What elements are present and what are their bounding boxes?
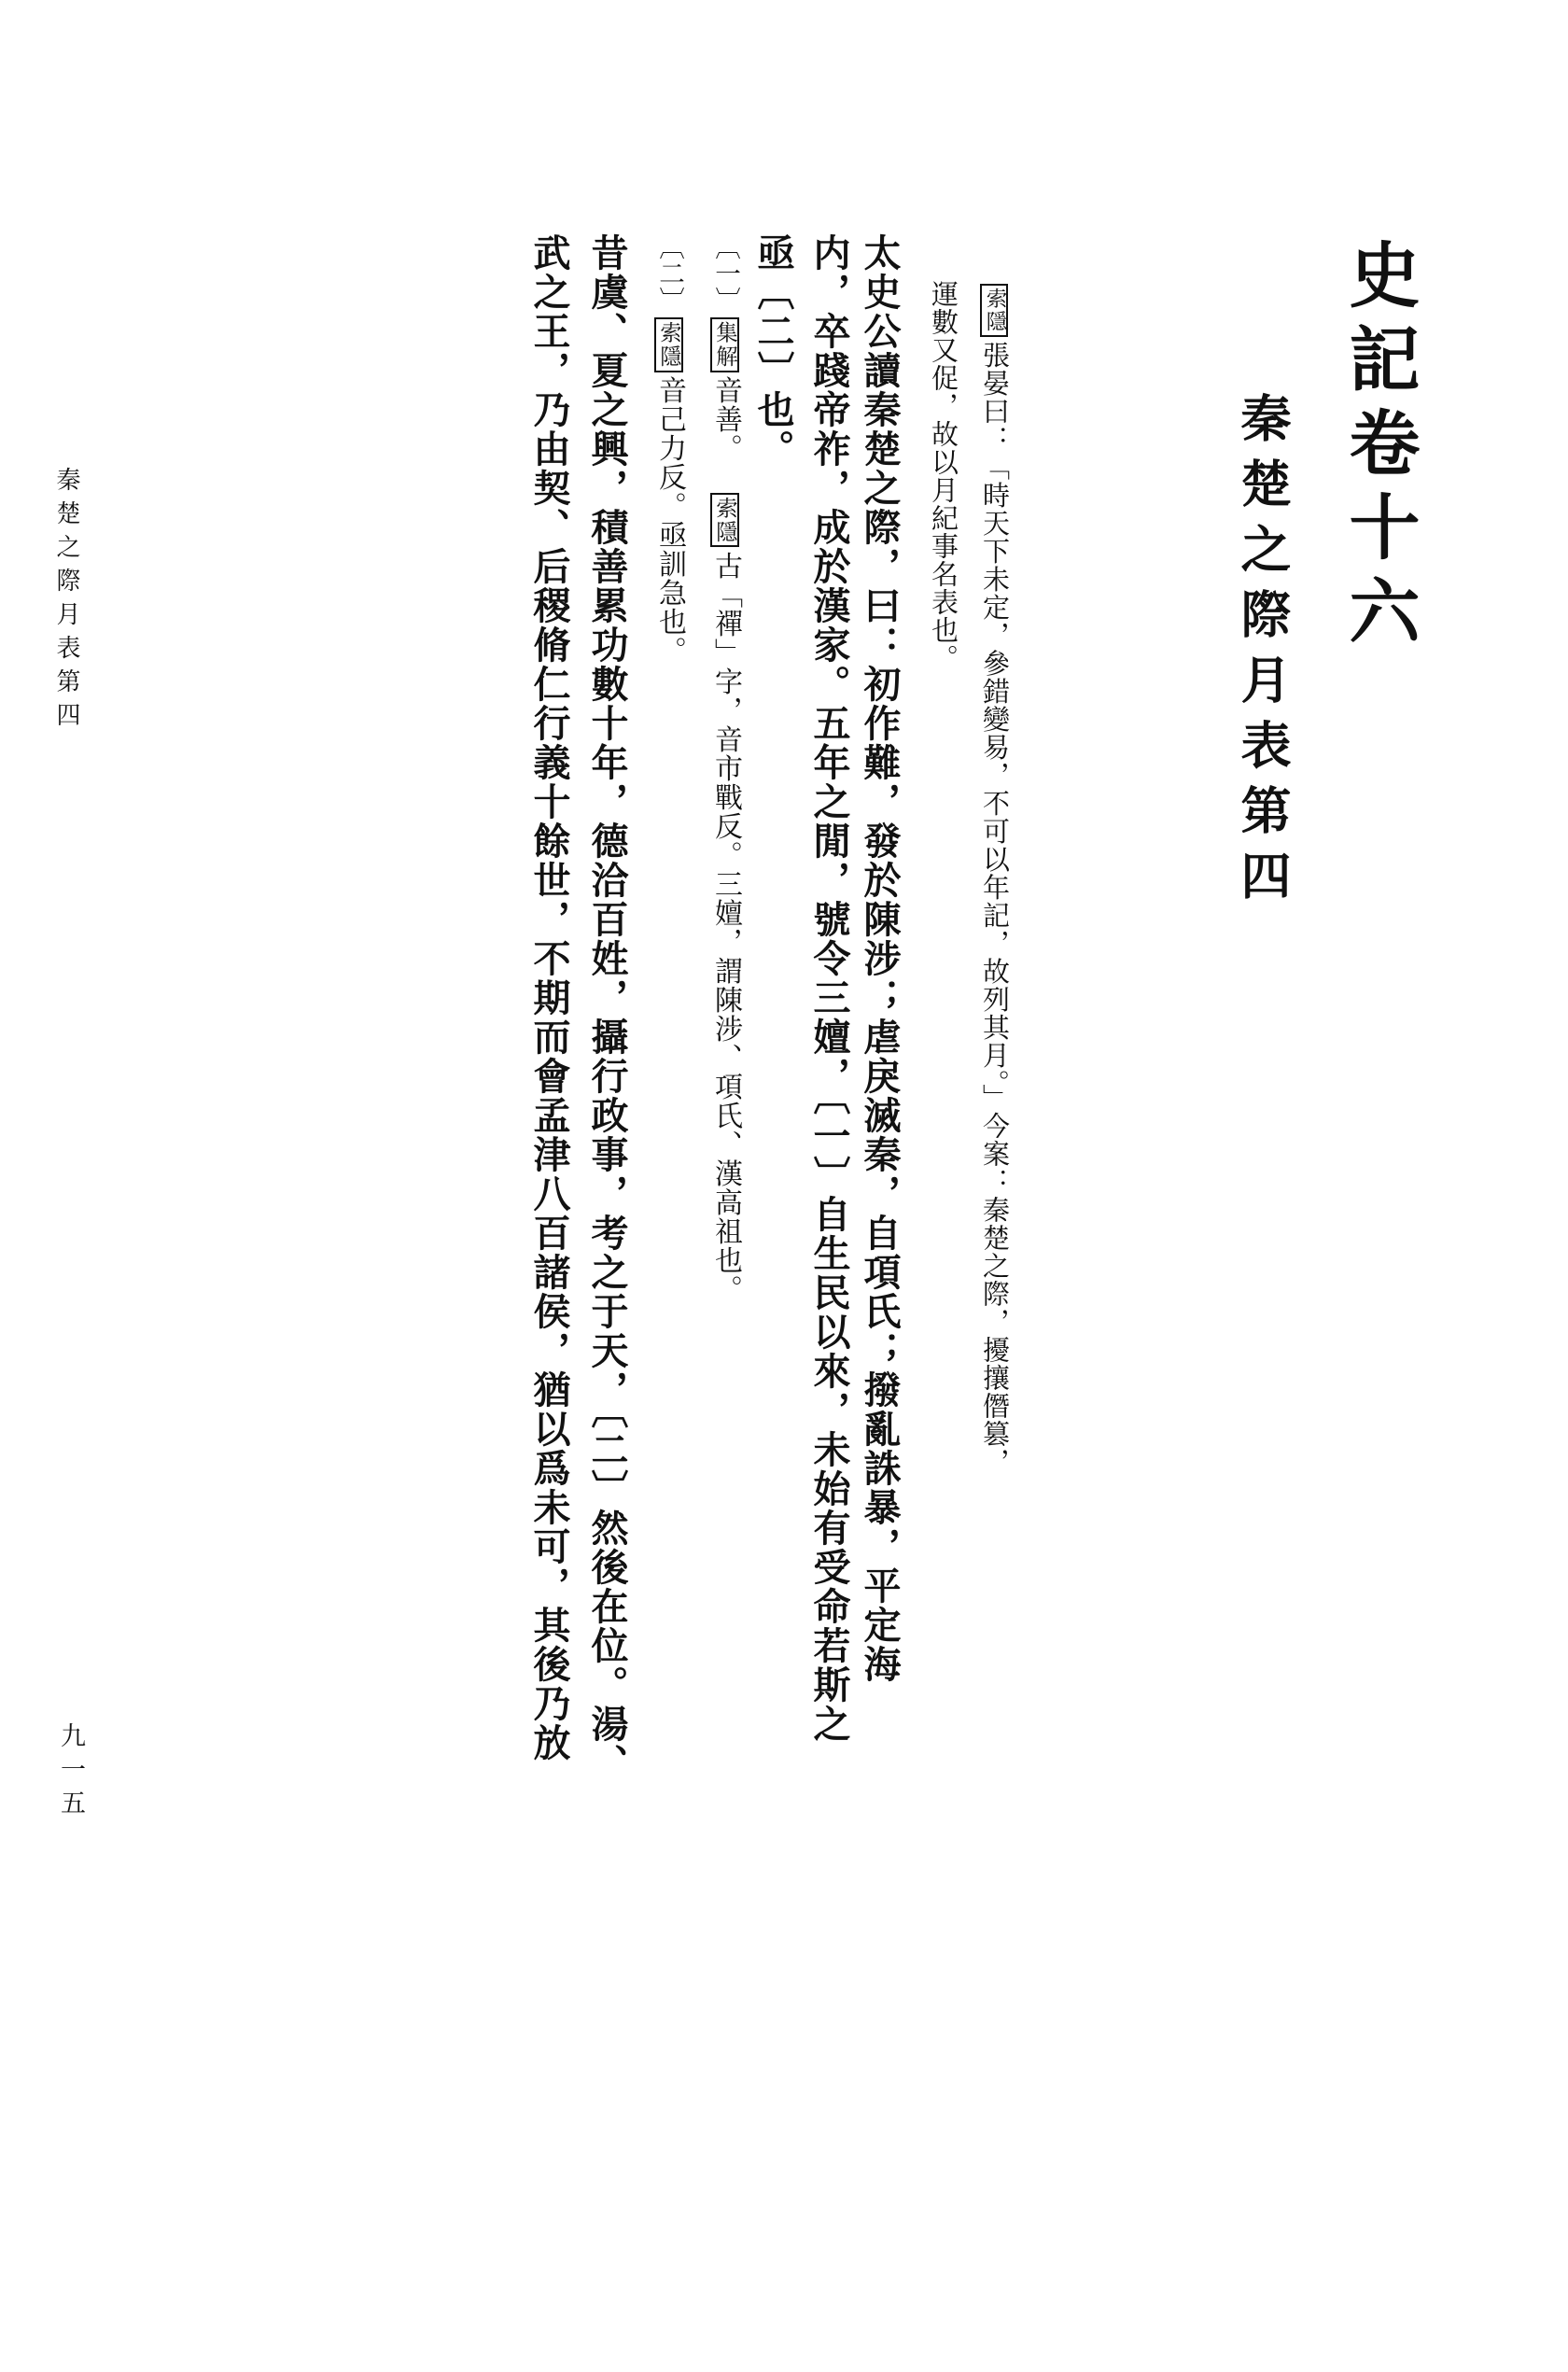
commentary-text: 運數又促，故以月紀事名表也。 [928, 280, 959, 672]
footnote-text: 音善。 [709, 375, 742, 463]
footnote-number: 〔一〕 [710, 233, 741, 314]
main-text-column [807, 233, 851, 1744]
main-text-column [527, 233, 571, 1762]
annotation-label-suoyin: 索隱 [654, 317, 683, 372]
running-head: 秦楚之際月表第四 [52, 467, 80, 736]
main-text: 昔虞、夏之興，積善累功數十年，德洽百姓，攝行政事，考之于天，〔二〕然後在位。湯、 [585, 233, 629, 1783]
main-text: 内，卒踐帝祚，成於漢家。五年之閒，號令三嬗，〔一〕自生民以來，未始有受命若斯之 [807, 233, 851, 1744]
main-text-column [858, 233, 902, 1684]
footnote-column [653, 233, 686, 666]
page-title: 史記卷十六 [1337, 238, 1421, 658]
footnote-column [709, 233, 742, 1304]
main-text: 武之王，乃由契、后稷脩仁行義十餘世，不期而會孟津八百諸侯，猶以爲未可，其後乃放 [527, 233, 571, 1762]
commentary-column-continued [930, 280, 957, 672]
main-text-column [751, 233, 795, 469]
page-number: 九一五 [56, 1722, 85, 1823]
annotation-label-suoyin: 索隱 [710, 493, 739, 548]
footnote-text: 音己力反。亟訓急也。 [653, 375, 686, 666]
footnote-text-2: 古「禪」字，音市戰反。三嬗，謂陳涉、項氏、漢高祖也。 [709, 551, 742, 1304]
commentary-text: 張晏曰：「時天下未定，參錯變易，不可以年記，故列其月。」今案：秦楚之際，擾攘僭篡， [979, 341, 1011, 1476]
annotation-label-suoyin: 索隱 [980, 284, 1008, 337]
main-text: 亟〔二〕也。 [751, 233, 795, 469]
commentary-column [979, 280, 1011, 1476]
main-text-column [585, 233, 629, 1783]
footnote-number: 〔二〕 [654, 233, 685, 314]
annotation-label-jijie: 集解 [710, 317, 739, 372]
chapter-subtitle: 秦楚之際月表第四 [1233, 392, 1293, 915]
main-text: 太史公讀秦楚之際，曰：初作難，發於陳涉；虐戾滅秦，自項氏；撥亂誅暴，平定海 [858, 233, 902, 1684]
